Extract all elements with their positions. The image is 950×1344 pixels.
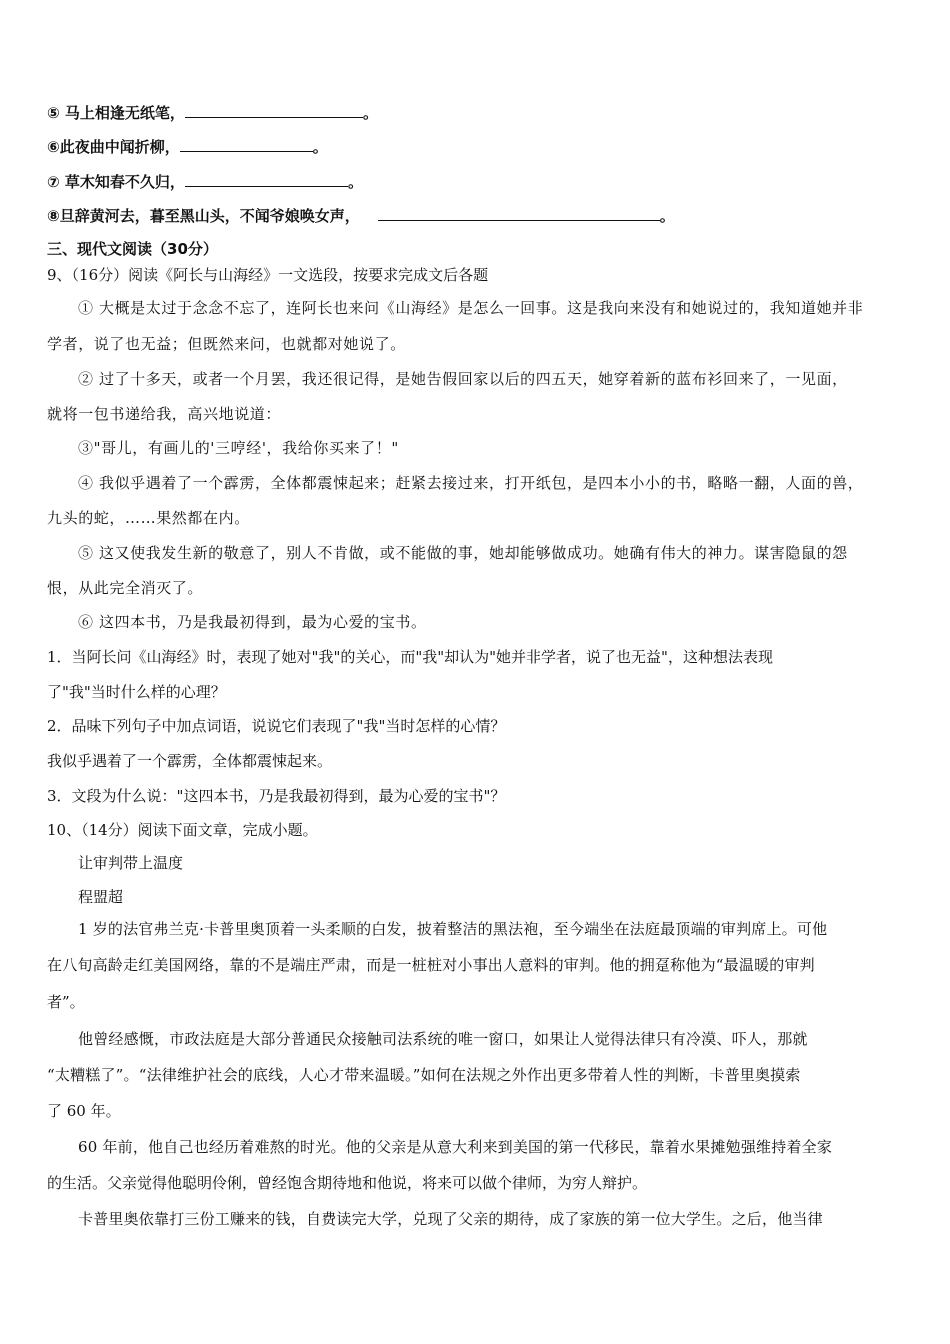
- section-title: 三、现代文阅读（30分）: [47, 240, 218, 258]
- q9-passage-line: ⑤ 这又使我发生新的敬意了，别人不肯做，或不能做的事，她却能够做成功。她确有伟大的神力。谋害隐鼠的怨: [78, 544, 848, 562]
- fill-blank-8: [47, 206, 675, 226]
- fill-blank-8-text: ⑧旦辞黄河去，暮至黑山头，不闻爷娘唤女声，: [47, 207, 360, 225]
- article-line: 卡普里奥依靠打三份工赚来的钱，自费读完大学，兑现了父亲的期待，成了家族的第一位大学生。之后，他当律: [78, 1210, 823, 1228]
- fill-blank-6: [47, 137, 328, 157]
- q9-passage-line: 就将一包书递给我，高兴地说道：: [47, 405, 282, 423]
- q9-passage-line: ⑥ 这四本书，乃是我最初得到，最为心爱的宝书。: [78, 613, 427, 631]
- article-line: 60 年前，他自己也经历着难熬的时光。他的父亲是从意大利来到美国的第一代移民，靠着水果摊勉强维持着全家: [78, 1138, 833, 1156]
- q9-passage-line: ② 过了十多天，或者一个月罢，我还很记得，是她告假回家以后的四五天，她穿着新的蓝布衫回来了，一见面，: [78, 370, 848, 388]
- fill-blank-7-end: 。: [347, 173, 363, 191]
- fill-blank-5-end: 。: [362, 104, 378, 122]
- q9-question-line: 2．品味下列句子中加点词语，说说它们表现了"我"当时怎样的心情？: [47, 717, 506, 735]
- fill-blank-6-end: 。: [312, 138, 328, 156]
- q9-question-line: 了"我"当时什么样的心理？: [47, 683, 226, 701]
- fill-blank-5: [47, 103, 378, 123]
- q9-passage-line: ① 大概是太过于念念不忘了，连阿长也来问《山海经》是怎么一回事。这是我向来没有和她说过的，我知道她并非: [78, 299, 864, 317]
- q10-header: 10、（14分）阅读下面文章，完成小题。: [47, 821, 318, 839]
- article-line: 在八旬高龄走红美国网络，靠的不是端庄严肃，而是一桩桩对小事出人意料的审判。他的拥趸称他为“最温暖的审判: [47, 956, 815, 974]
- article-line: 的生活。父亲觉得他聪明伶俐，曾经饱含期待地和他说，将来可以做个律师，为穷人辩护。: [47, 1174, 648, 1192]
- q9-question-line: 3．文段为什么说："这四本书，乃是我最初得到，最为心爱的宝书"？: [47, 787, 506, 805]
- q9-header: 9、（16分）阅读《阿长与山海经》一文选段，按要求完成文后各题: [47, 266, 489, 284]
- article-title: 让审判带上温度: [78, 854, 184, 872]
- answer-blank[interactable]: [180, 137, 313, 152]
- q9-question-line: 我似乎遇着了一个霹雳，全体都震悚起来。: [47, 752, 333, 770]
- fill-blank-7-text: ⑦ 草木知春不久归，: [47, 173, 185, 191]
- article-line: 了 60 年。: [47, 1102, 121, 1120]
- article-author: 程盟超: [78, 888, 124, 906]
- q9-question-line: 1．当阿长问《山海经》时，表现了她对"我"的关心，而"我"却认为"她并非学者，说了也无益"，这种想法表现: [47, 648, 773, 666]
- fill-blank-7: [47, 172, 363, 192]
- q9-passage-line: ④ 我似乎遇着了一个霹雳，全体都震悚起来；赶紧去接过来，打开纸包，是四本小小的书，略略一翻，人面的兽，: [78, 474, 864, 492]
- q9-passage-line: ③"哥儿，有画儿的'三哼经'，我给你买来了！": [78, 439, 399, 457]
- fill-blank-6-text: ⑥此夜曲中闻折柳，: [47, 138, 180, 156]
- answer-blank[interactable]: [378, 206, 660, 221]
- answer-blank[interactable]: [185, 103, 363, 118]
- fill-blank-5-text: ⑤ 马上相逢无纸笔，: [47, 104, 185, 122]
- article-line: “太糟糕了”。“法律维护社会的底线，人心才带来温暖。”如何在法规之外作出更多带着人性的判断，卡普里奥摸索: [47, 1066, 801, 1084]
- fill-blank-8-end: 。: [659, 207, 675, 225]
- q9-passage-line: 恨，从此完全消灭了。: [47, 579, 204, 597]
- article-line: 他曾经感慨，市政法庭是大部分普通民众接触司法系统的唯一窗口，如果让人觉得法律只有冷漠、吓人，那就: [78, 1030, 808, 1048]
- article-line: 1 岁的法官弗兰克·卡普里奥顶着一头柔顺的白发，披着整洁的黑法袍，至今端坐在法庭最顶端的审判席上。可他: [78, 920, 828, 938]
- q9-passage-line: 九头的蛇，……果然都在内。: [47, 509, 250, 527]
- q9-passage-line: 学者，说了也无益；但既然来问，也就都对她说了。: [47, 335, 406, 353]
- article-line: 者”。: [47, 993, 85, 1011]
- answer-blank[interactable]: [185, 172, 348, 187]
